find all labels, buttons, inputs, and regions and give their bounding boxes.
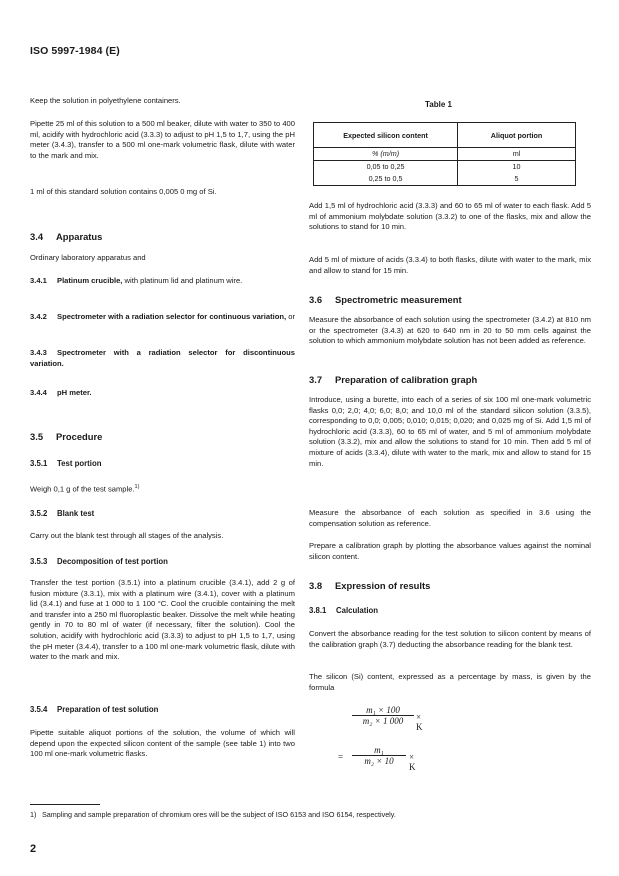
add-mixture-paragraph: Add 5 ml of mixture of acids (3.3.4) to both flasks, dilute with water to the mark, mix and allow to stand for 15 min. (309, 255, 591, 275)
section-3-5-3-heading (30, 557, 168, 568)
footnote (30, 810, 396, 819)
equals-sign: = (338, 752, 344, 762)
section-3-8-1-heading (309, 606, 378, 617)
section-title: Apparatus (56, 231, 103, 242)
footnote-ref: 1) (134, 484, 140, 490)
table-cell: 10 (458, 161, 576, 174)
introduce-paragraph: Introduce, using a burette, into each of a series of six 100 ml one-mark volumetric flasks 0,0; 2,0; 4,0; 6,0; 8,0; and 10,0 ml of the standard silicon solution (3.3.5), corresponding to 0,0; 0,005; 0,010; 0,015; 0,020; and 0,025 mg of Si. Add 1,5 ml of hydrochloric acid (3.3.3), 60 to 65 ml of water, and 5 ml of ammonium molybdate solution (3.3.2), mix and allow the solutions to stand for 10 min. Then add 5 ml of mixture of acids (3.3.4), dilute with water to the mark, mix and allow to stand for 15 min. (309, 395, 591, 468)
section-title: Test portion (57, 459, 102, 468)
section-title: Procedure (56, 431, 103, 442)
section-3-5-2-heading (30, 509, 94, 520)
item-title: pH meter. (57, 388, 92, 397)
item-number: 3.4.4 (30, 388, 47, 397)
table-header-silicon: Expected silicon content (314, 123, 458, 148)
standard-solution-paragraph: 1 ml of this standard solution contains 0,005 0 mg of Si. (30, 187, 217, 196)
keep-paragraph: Keep the solution in polyethylene containers. (30, 96, 181, 105)
add-acid-paragraph: Add 1,5 ml of hydrochloric acid (3.3.3) and 60 to 65 ml of water to each flask. Add 5 ml of ammonium molybdate solution (3.3.2) to one of the flasks, mix and allow the solutions to stand for 10 min. (309, 201, 591, 232)
table-row (314, 173, 576, 186)
item-title: Spectrometer with a radiation selector for discontinuous variation. (30, 348, 295, 368)
section-3-4-heading (30, 231, 102, 242)
section-title: Preparation of test solution (57, 705, 159, 714)
table-unit-row (314, 148, 576, 161)
fraction-1-numerator: m₁ × 100 (366, 705, 400, 715)
section-3-8-heading (309, 580, 430, 591)
item-3-4-1 (30, 276, 295, 287)
section-number: 3.6 (309, 294, 323, 305)
silicon-content-paragraph: The silicon (Si) content, expressed as a percentage by mass, is given by the formula (309, 672, 591, 692)
footnote-marker: 1) (30, 810, 37, 819)
item-title: Platinum crucible, (57, 276, 123, 285)
aliquot-paragraph: Pipette suitable aliquot portions of the solution, the volume of which will depend upon the expected silicon content of the sample (see table 1) into two 100 ml one-mark volumetric flasks. (30, 728, 295, 759)
footnote-text: Sampling and sample preparation of chromium ores will be the subject of ISO 6153 and ISO 6154, respectively. (42, 810, 396, 819)
table-1 (313, 122, 576, 186)
times-k-1: × K (416, 712, 423, 732)
section-title: Spectrometric measurement (335, 294, 462, 305)
section-title: Preparation of calibration graph (335, 374, 478, 385)
section-number: 3.5.3 (30, 557, 48, 566)
table-title: Table 1 (425, 100, 452, 109)
section-number: 3.7 (309, 374, 323, 385)
measure-paragraph: Measure the absorbance of each solution using the spectrometer (3.4.2) at 810 nm or the spectrometer (3.4.3) at 620 to 640 nm in 20 to 50 mm cells against the solution to which ammonium molybdate solution has not been added as reference. (309, 315, 591, 346)
item-3-4-2 (30, 312, 295, 323)
item-number: 3.4.1 (30, 276, 47, 285)
table-cell: % (m/m) (314, 148, 458, 161)
section-number: 3.5 (30, 431, 44, 442)
section-3-7-heading (309, 374, 477, 385)
section-number: 3.4 (30, 231, 44, 242)
table-header-aliquot: Aliquot portion (458, 123, 576, 148)
weigh-paragraph (30, 482, 295, 495)
weigh-text: Weigh 0,1 g of the test sample. (30, 484, 135, 494)
table-cell: 0,25 to 0,5 (314, 173, 458, 186)
item-text: or (286, 312, 295, 321)
ordinary-apparatus-paragraph: Ordinary laboratory apparatus and (30, 253, 146, 262)
decomposition-paragraph: Transfer the test portion (3.5.1) into a platinum crucible (3.4.1), add 2 g of fusion mixture (3.3.1), mix with a platinum wire (3.4.1), cover with a platinum lid (3.4.1) and fuse at 1 000 to 1 100 °C. Cool the crucible containing the melt and transfer into a 250 ml fluoroplastic beaker. Dissolve the melt while heating gently in 70 to 80 ml of water (if necessary, filter the solution). Cool the solution, acidify with hydrochloric acid (3.3.3) to adjust to pH 1,5 to 1,7, using the pH meter (3.4.4), transfer to a 100 ml one-mark volumetric flask, dilute with water to the mark and mix. (30, 578, 295, 662)
section-number: 3.8.1 (309, 606, 327, 615)
section-number: 3.5.2 (30, 509, 48, 518)
fraction-1-denominator: m₂ × 1 000 (352, 715, 414, 726)
item-3-4-3 (30, 348, 295, 369)
measure-absorbance-paragraph: Measure the absorbance of each solution as specified in 3.6 using the compensation solution as reference. (309, 508, 591, 528)
blank-test-paragraph: Carry out the blank test through all stages of the analysis. (30, 531, 224, 540)
section-title: Blank test (57, 509, 95, 518)
times-k-2: × K (409, 752, 416, 772)
table-cell: 0,05 to 0,25 (314, 161, 458, 174)
section-3-5-heading (30, 431, 102, 442)
section-number: 3.5.4 (30, 705, 48, 714)
section-3-6-heading (309, 294, 462, 305)
section-number: 3.5.1 (30, 459, 48, 468)
item-title: Spectrometer with a radiation selector for continuous variation, (57, 312, 287, 321)
item-number: 3.4.2 (30, 312, 47, 321)
convert-paragraph: Convert the absorbance reading for the test solution to silicon content by means of the calibration graph (3.7) deducting the absorbance reading for the blank test. (309, 629, 591, 649)
table-cell: 5 (458, 173, 576, 186)
section-3-5-1-heading (30, 459, 101, 470)
fraction-2-numerator: m₁ (374, 745, 384, 755)
document-id-header: ISO 5997-1984 (E) (30, 45, 120, 57)
item-text: with platinum lid and platinum wire. (122, 276, 243, 285)
footnote-divider (30, 804, 100, 805)
item-number: 3.4.3 (30, 348, 47, 357)
table-row (314, 161, 576, 174)
section-title: Calculation (336, 606, 379, 615)
fraction-2 (352, 745, 406, 766)
section-title: Decomposition of test portion (57, 557, 168, 566)
fraction-2-denominator: m₂ × 10 (352, 755, 406, 766)
item-3-4-4 (30, 388, 295, 399)
fraction-1 (352, 705, 414, 726)
section-number: 3.8 (309, 580, 323, 591)
section-3-5-4-heading (30, 705, 158, 716)
pipette-paragraph: Pipette 25 ml of this solution to a 500 ml beaker, dilute with water to 350 to 400 ml, acidify with hydrochloric acid (3.3.3) to adjust to pH 1,5 to 1,7, using the pH meter (3.4.3), transfer to a 500 ml one-mark volumetric flask, dilute with water to the mark and mix. (30, 119, 295, 160)
table-cell: ml (458, 148, 576, 161)
section-title: Expression of results (335, 580, 431, 591)
page-number: 2 (30, 843, 37, 855)
calibration-graph-paragraph: Prepare a calibration graph by plotting the absorbance values against the nominal silicon content. (309, 541, 591, 561)
